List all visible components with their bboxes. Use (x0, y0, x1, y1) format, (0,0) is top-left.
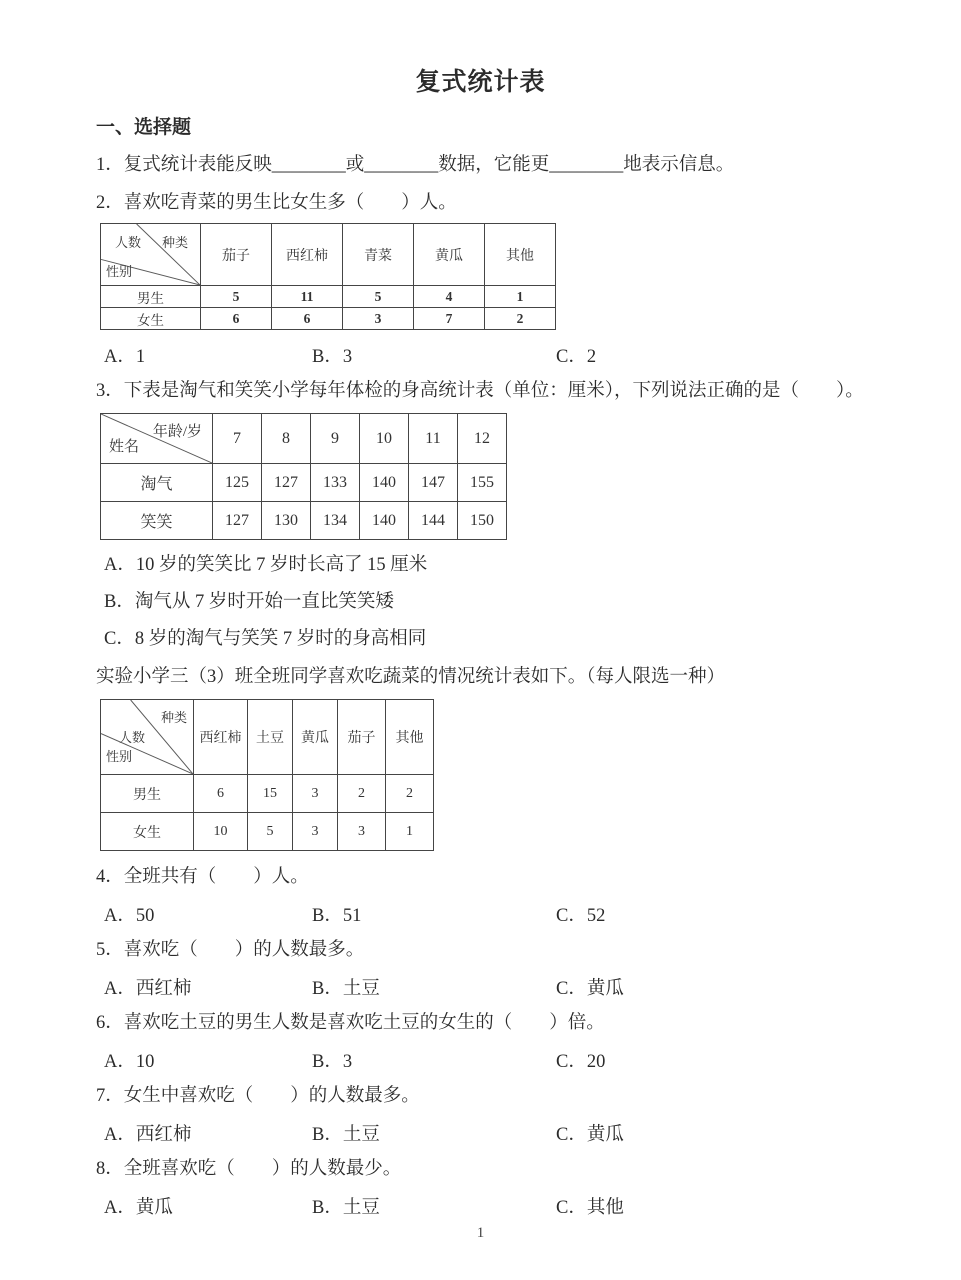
row-label: 笑笑 (101, 502, 213, 540)
question-3-option-b: B．淘气从 7 岁时开始一直比笑笑矮 (104, 592, 394, 612)
table-cell: 1 (386, 813, 434, 851)
question-2-text: 2．喜欢吃青菜的男生比女生多（ ）人。 (96, 193, 457, 213)
row-label: 男生 (101, 286, 201, 308)
table-row (101, 775, 434, 813)
table-cell: 5 (343, 286, 414, 308)
corner-label-kind: 种类 (160, 710, 187, 725)
question-3-option-c: C．8 岁的淘气与笑笑 7 岁时的身高相同 (104, 629, 427, 649)
question-2-options (104, 342, 961, 365)
question-4-options (104, 901, 961, 924)
question-4-text: 4．全班共有（ ）人。 (96, 867, 309, 887)
option-a: A．10 (104, 1052, 155, 1072)
option-b: B．3 (312, 347, 353, 367)
intro-paragraph: 实验小学三（3）班全班同学喜欢吃蔬菜的情况统计表如下。（每人限选一种） (96, 667, 726, 687)
table-heights (100, 413, 507, 540)
table-cell: 127 (213, 502, 262, 540)
table-header-cell: 茄子 (338, 700, 386, 775)
question-7-options (104, 1120, 961, 1143)
question-8-options (104, 1193, 961, 1216)
table-cell: 6 (201, 308, 272, 330)
page-number: 1 (476, 1225, 485, 1241)
table-header-cell: 12 (458, 414, 507, 464)
table-cell: 6 (194, 775, 248, 813)
table-row (101, 286, 556, 308)
table-header-cell: 茄子 (201, 224, 272, 286)
table-cell: 3 (293, 813, 338, 851)
option-b: B．3 (312, 1052, 353, 1072)
table-corner-cell (101, 700, 194, 775)
table-cell: 134 (311, 502, 360, 540)
table-header-cell: 11 (409, 414, 458, 464)
table-cell: 155 (458, 464, 507, 502)
row-label: 女生 (101, 813, 194, 851)
table-cell: 10 (194, 813, 248, 851)
row-label: 淘气 (101, 464, 213, 502)
corner-label-count: 人数 (119, 730, 146, 745)
table-cell: 5 (201, 286, 272, 308)
table-cell: 4 (414, 286, 485, 308)
table-header-cell: 7 (213, 414, 262, 464)
table-header-cell: 其他 (386, 700, 434, 775)
table-cell: 7 (414, 308, 485, 330)
table-header-cell: 土豆 (248, 700, 293, 775)
option-a: A．50 (104, 906, 155, 926)
option-c: C．20 (556, 1052, 606, 1072)
table-header-cell: 黄瓜 (293, 700, 338, 775)
corner-label-count: 人数 (115, 235, 142, 250)
table-cell: 127 (262, 464, 311, 502)
table-cell: 1 (485, 286, 556, 308)
table-cell: 140 (360, 464, 409, 502)
table-cell: 2 (338, 775, 386, 813)
table-row (101, 308, 556, 330)
option-a: A．西红柿 (104, 1125, 192, 1145)
table-cell: 3 (343, 308, 414, 330)
table-cell: 2 (485, 308, 556, 330)
question-1-text: 1．复式统计表能反映________或________数据，它能更________地表示信息。 (96, 155, 735, 175)
table-cell: 3 (293, 775, 338, 813)
table-vegetables-q2 (100, 223, 556, 330)
table-cell: 144 (409, 502, 458, 540)
table-header-cell: 9 (311, 414, 360, 464)
option-b: B．51 (312, 906, 362, 926)
option-b: B．土豆 (312, 1198, 380, 1218)
corner-label-gender: 性别 (106, 264, 133, 279)
table-row (101, 502, 507, 540)
table-cell: 6 (272, 308, 343, 330)
option-a: A．西红柿 (104, 979, 192, 999)
table-row (101, 813, 434, 851)
table-cell: 150 (458, 502, 507, 540)
option-a: A．1 (104, 347, 146, 367)
question-3-text: 3．下表是淘气和笑笑小学每年体检的身高统计表（单位：厘米），下列说法正确的是（ ）。 (96, 381, 864, 401)
table-row (101, 464, 507, 502)
option-c: C．52 (556, 906, 606, 926)
row-label: 女生 (101, 308, 201, 330)
table-header-cell: 黄瓜 (414, 224, 485, 286)
question-8-text: 8．全班喜欢吃（ ）的人数最少。 (96, 1159, 402, 1179)
table-cell: 15 (248, 775, 293, 813)
table-corner-cell (101, 414, 213, 464)
row-label: 男生 (101, 775, 194, 813)
option-b: B．土豆 (312, 979, 380, 999)
corner-label-age: 年龄/岁 (152, 424, 202, 440)
option-c: C．2 (556, 347, 597, 367)
question-3-option-a: A．10 岁的笑笑比 7 岁时长高了 15 厘米 (104, 555, 428, 575)
table-header-cell: 青菜 (343, 224, 414, 286)
table-header-cell: 西红柿 (194, 700, 248, 775)
question-5-options (104, 974, 961, 997)
question-5-text: 5．喜欢吃（ ）的人数最多。 (96, 940, 365, 960)
option-c: C．黄瓜 (556, 979, 624, 999)
table-header-cell: 8 (262, 414, 311, 464)
corner-label-gender: 性别 (106, 749, 133, 764)
table-header-cell: 西红柿 (272, 224, 343, 286)
table-header-cell: 其他 (485, 224, 556, 286)
page-title: 复式统计表 (415, 69, 546, 96)
option-c: C．黄瓜 (556, 1125, 624, 1145)
option-a: A．黄瓜 (104, 1198, 173, 1218)
table-cell: 11 (272, 286, 343, 308)
option-c: C．其他 (556, 1198, 624, 1218)
question-6-options (104, 1047, 961, 1070)
option-b: B．土豆 (312, 1125, 380, 1145)
question-6-text: 6．喜欢吃土豆的男生人数是喜欢吃土豆的女生的（ ）倍。 (96, 1013, 605, 1033)
corner-label-kind: 种类 (161, 235, 188, 250)
corner-label-name: 姓名 (109, 439, 140, 455)
table-cell: 5 (248, 813, 293, 851)
table-cell: 125 (213, 464, 262, 502)
table-cell: 140 (360, 502, 409, 540)
question-7-text: 7．女生中喜欢吃（ ）的人数最多。 (96, 1086, 420, 1106)
table-cell: 2 (386, 775, 434, 813)
table-cell: 147 (409, 464, 458, 502)
table-header-cell: 10 (360, 414, 409, 464)
section-heading: 一、选择题 (96, 117, 192, 138)
table-cell: 133 (311, 464, 360, 502)
table-vegetables-class (100, 699, 434, 851)
table-corner-cell (101, 224, 201, 286)
table-cell: 3 (338, 813, 386, 851)
table-cell: 130 (262, 502, 311, 540)
